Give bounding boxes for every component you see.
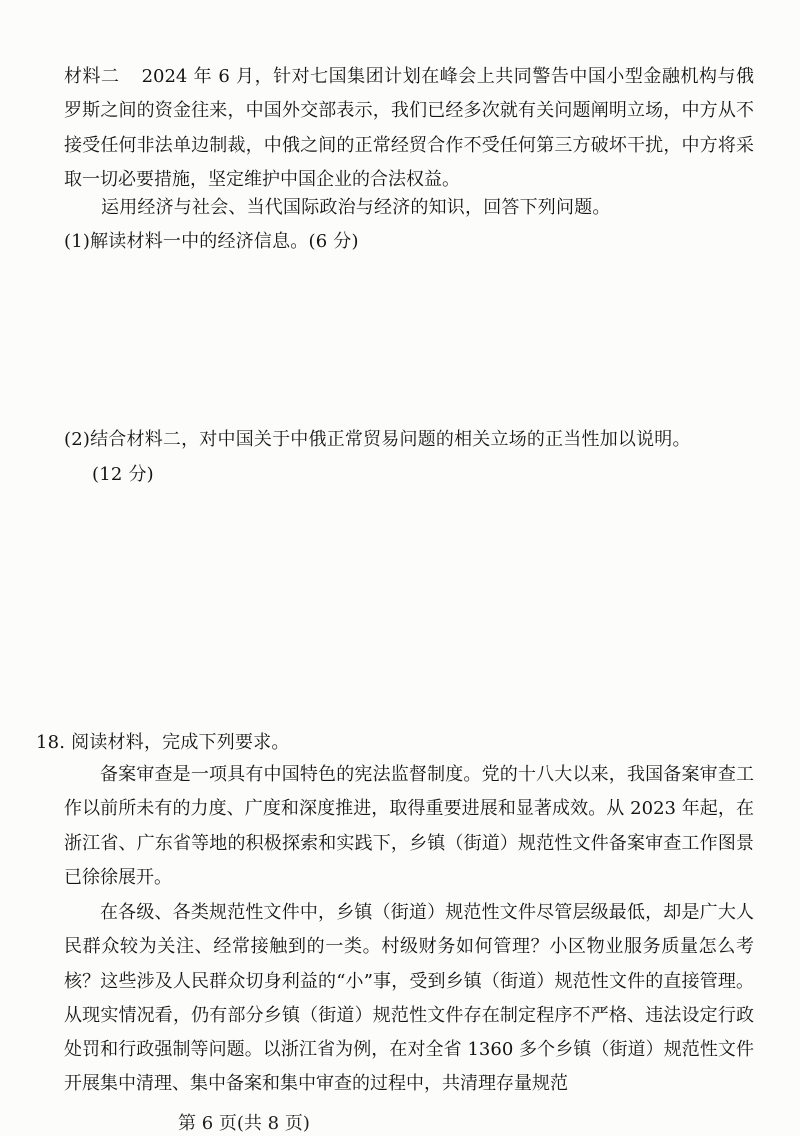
question-17-part-2-points: (12 分) bbox=[92, 464, 154, 485]
question-18-paragraph-2-block bbox=[64, 896, 754, 1102]
question-17-part-2: (2)结合材料二，对中国关于中俄正常贸易问题的相关立场的正当性加以说明。 bbox=[64, 429, 691, 450]
material-two-text: 2024 年 6 月，针对七国集团计划在峰会上共同警告中国小型金融机构与俄罗斯之间的资金往来，中国外交部表示，我们已经多次就有关问题阐明立场，中方从不接受任何非法单边制裁，中俄之间的正常经贸合作不受任何第三方破坏干扰，中方将采取一切必要措施，坚定维护中国企业的合法权益。 bbox=[64, 66, 754, 190]
question-17-part-1: (1)解读材料一中的经济信息。(6 分) bbox=[64, 231, 359, 252]
material-two-label: 材料二 bbox=[64, 66, 120, 87]
question-18-heading: 18. 阅读材料，完成下列要求。 bbox=[36, 732, 290, 753]
material-two-paragraph bbox=[64, 60, 754, 197]
question-18-paragraph-1-block bbox=[64, 758, 754, 895]
question-17-instruction: 运用经济与社会、当代国际政治与经济的知识，回答下列问题。 bbox=[101, 197, 611, 218]
page-number: 第 6 页(共 8 页) bbox=[178, 1113, 310, 1134]
material-two-block bbox=[64, 60, 754, 197]
question-18-paragraph-1: 备案审查是一项具有中国特色的宪法监督制度。党的十八大以来，我国备案审查工作以前所未有的力度、广度和深度推进，取得重要进展和显著成效。从 2023 年起，在浙江省、广东省等地的积极探索和实践下，乡镇（街道）规范性文件备案审查工作图景已徐徐展开。 bbox=[64, 764, 754, 888]
question-18-paragraph-2: 在各级、各类规范性文件中，乡镇（街道）规范性文件尽管层级最低，却是广大人民群众较为关注、经常接触到的一类。村级财务如何管理？小区物业服务质量怎么考核？这些涉及人民群众切身利益的“小”事，受到乡镇（街道）规范性文件的直接管理。从现实情况看，仍有部分乡镇（街道）规范性文件存在制定程序不严格、违法设定行政处罚和行政强制等问题。以浙江省为例，在对全省 1360 多个乡镇（街道）规范性文件开展集中清理、集中备案和集中审查的过程中，共清理存量规范 bbox=[64, 902, 754, 1095]
